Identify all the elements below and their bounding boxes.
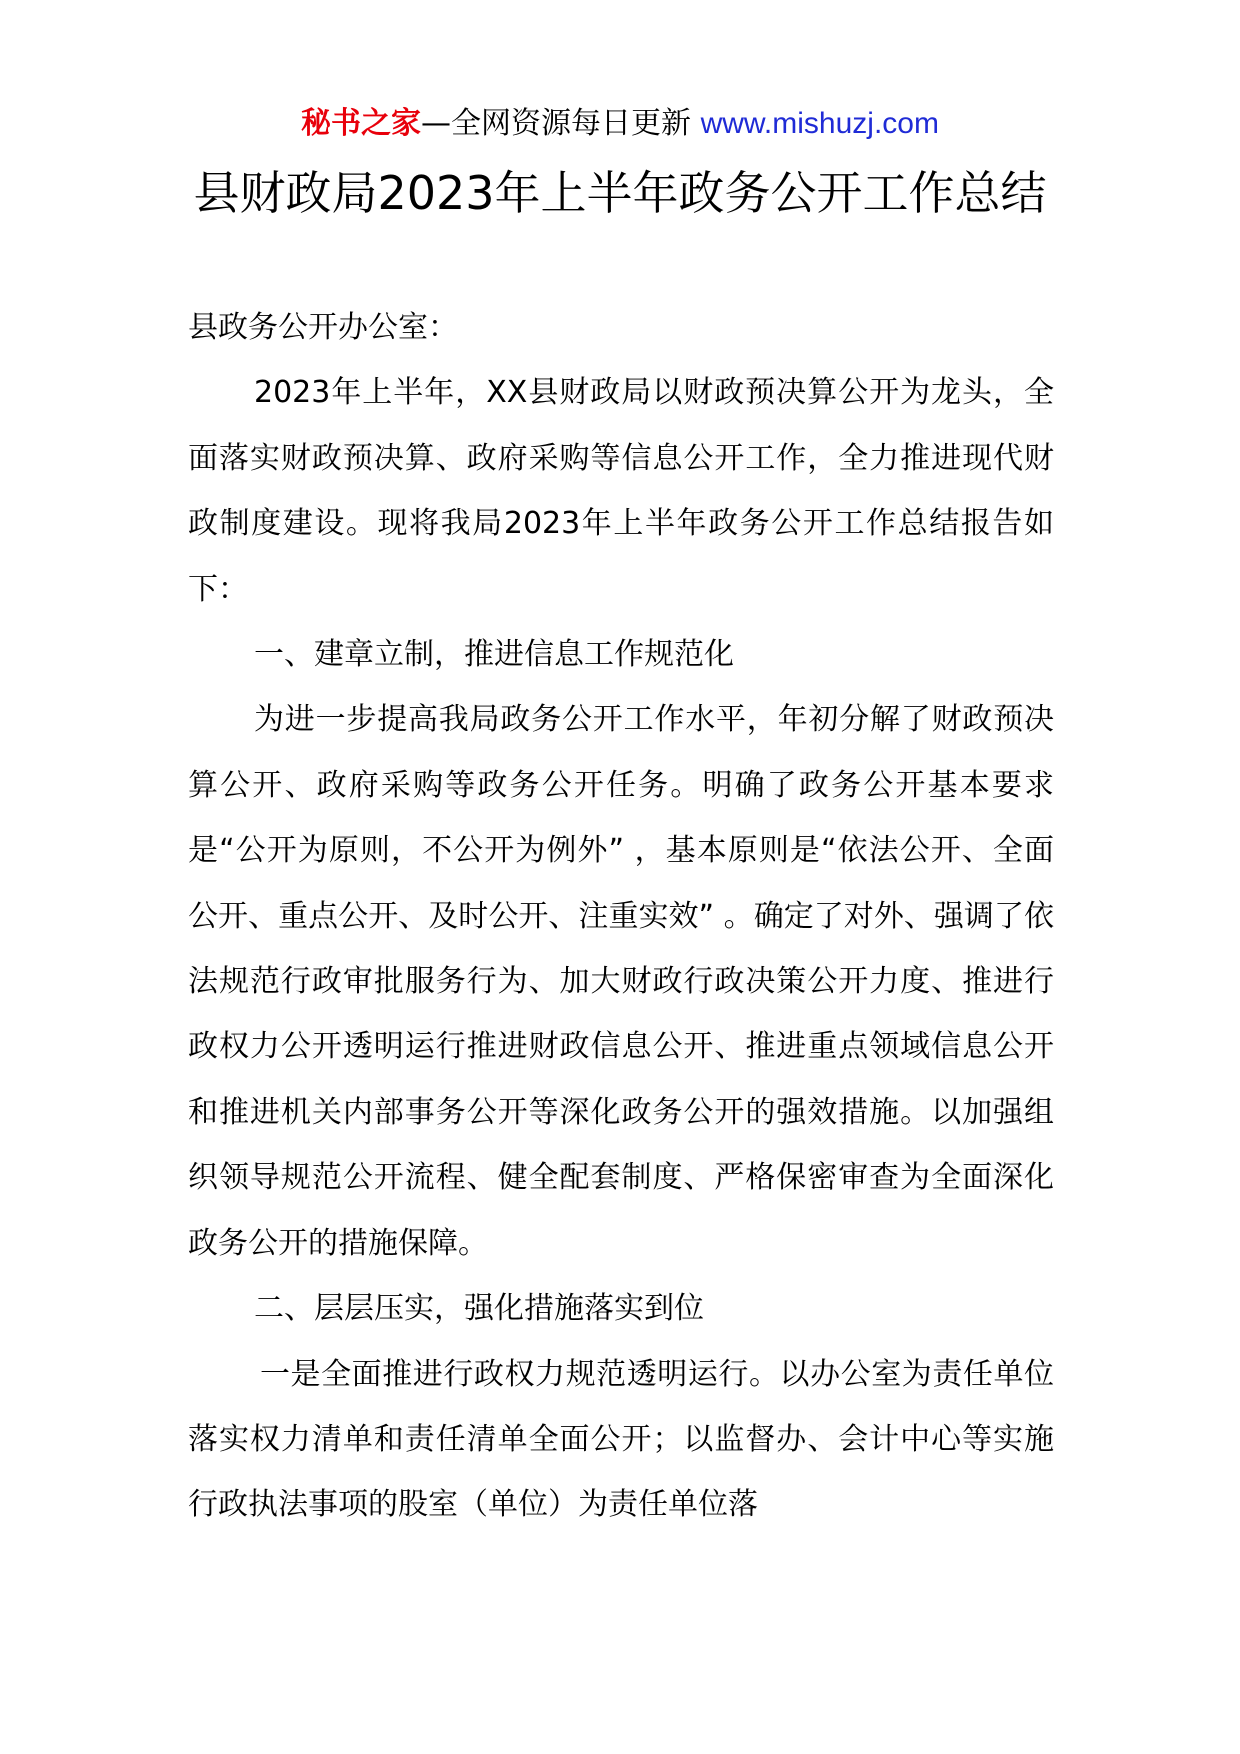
- site-url-link[interactable]: www.mishuzj.com: [700, 107, 939, 140]
- section-heading-2: 二、层层压实，强化措施落实到位: [254, 1291, 704, 1327]
- salutation: 县政务公开办公室：: [188, 310, 458, 345]
- section-paragraph-1: 为进一步提高我局政务公开工作水平，年初分解了财政预决算公开、政府采购等政务公开任务。明确了政务公开基本要求是“公开为原则，不公开为例外” ，基本原则是“依法公开、全面公开、重点公开、及时公开、注重实效” 。确定了对外、强调了依法规范行政审批服务行为、加大财政行政决策公开力度、推进行政权力公开透明运行推进财政信息公开、推进重点领域信息公开和推进机关内部事务公开等深化政务公开的强效措施。以加强组织领导规范公开流程、健全配套制度、严格保密审查为全面深化政务公开的措施保障。: [188, 702, 1054, 1261]
- document-body: [188, 295, 1054, 1538]
- section-heading-1: 一、建章立制，推进信息工作规范化: [254, 637, 734, 673]
- site-header: [0, 104, 1240, 144]
- section-paragraph-2: 一是全面推进行政权力规范透明运行。以办公室为责任单位落实权力清单和责任清单全面公开；以监督办、会计中心等实施行政执法事项的股室（单位）为责任单位落: [188, 1356, 1054, 1523]
- brand-name: 秘书之家: [301, 106, 422, 141]
- intro-paragraph: 2023年上半年，XX县财政局以财政预决算公开为龙头，全面落实财政预决算、政府采购等信息公开工作，全力推进现代财政制度建设。现将我局2023年上半年政务公开工作总结报告如下：: [188, 375, 1054, 607]
- document-title: 县财政局2023年上半年政务公开工作总结: [193, 166, 1047, 220]
- site-tagline: —全网资源每日更新: [421, 106, 701, 141]
